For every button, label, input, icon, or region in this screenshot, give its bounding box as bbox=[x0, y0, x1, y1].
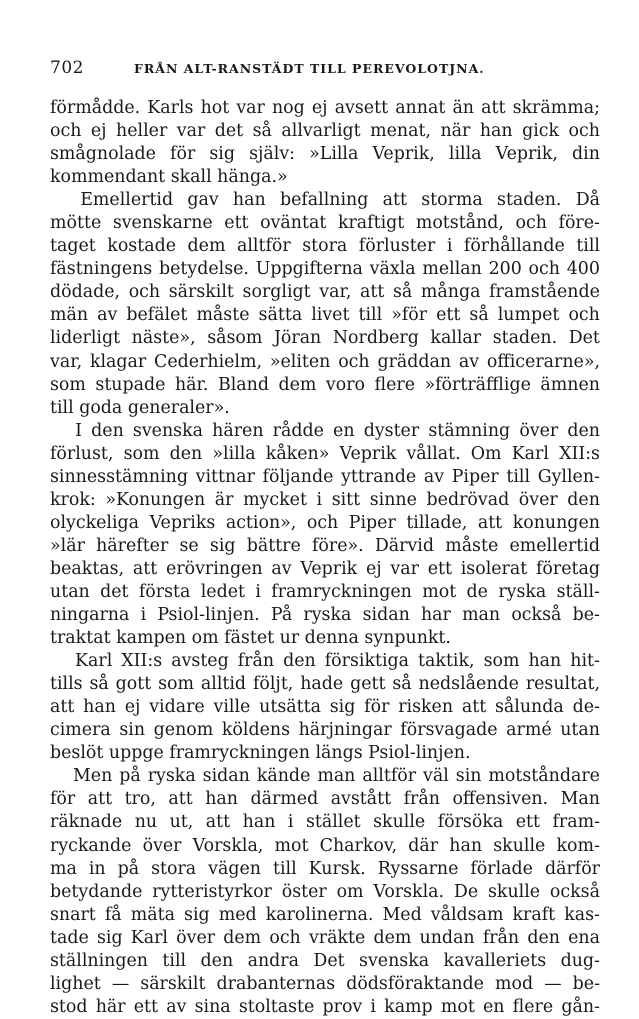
text-line: mötte svenskarne ett oväntat kraftigt motstånd, och före- bbox=[50, 213, 600, 234]
text-line: utan det första ledet i framryckningen mot de ryska ställ- bbox=[50, 581, 600, 602]
text-line: förmådde. Karls hot var nog ej avsett annat än att skrämma; bbox=[50, 98, 600, 118]
text-line: ryckande över Vorskla, mot Charkov, där han skulle kom- bbox=[50, 835, 600, 856]
text-line: krok: »Konungen är mycket i sitt sinne bedrövad över den bbox=[50, 489, 600, 510]
text-line: beslöt uppge framryckningen längs Psiol-linjen. bbox=[50, 743, 471, 764]
text-line: tills så gott som alltid följt, hade gett så nedslående resultat, bbox=[50, 674, 600, 695]
text-line: ma in på stora vägen till Kursk. Ryssarne förlade därför bbox=[50, 858, 600, 879]
text-line: lighet — särskilt drabanternas dödsföraktande mod — be- bbox=[50, 973, 600, 994]
text-line: Karl XII:s avsteg från den försiktiga taktik, som han hit- bbox=[75, 651, 600, 672]
page-header bbox=[50, 58, 610, 82]
text-line: för att tro, att han därmed avstått från offensiven. Man bbox=[50, 789, 600, 810]
text-line: Men på ryska sidan kände man alltför väl sin motståndare bbox=[72, 766, 600, 787]
text-line: »lär härefter se sig bättre före». Därvid måste emellertid bbox=[50, 535, 600, 556]
text-line: ställningen till den andra Det svenska kavalleriets dug- bbox=[50, 950, 600, 971]
text-line: och ej heller var det så allvarligt menat, när han gick och bbox=[50, 121, 600, 142]
text-line: stod här ett av sina stoltaste prov i kamp mot en flere gån- bbox=[50, 996, 600, 1017]
text-line: att han ej vidare ville utsätta sig för risken att sålunda de- bbox=[50, 697, 600, 718]
text-line: ningarna i Psiol-linjen. På ryska sidan har man också be- bbox=[50, 605, 600, 626]
text-line: snart få mäta sig med karolinerna. Med våldsam kraft kas- bbox=[50, 904, 600, 925]
text-line: till goda generaler». bbox=[50, 397, 230, 418]
text-line: cimera sin genom köldens härjningar försvagade armé utan bbox=[50, 720, 600, 741]
text-line: kommendant skall hänga.» bbox=[50, 167, 288, 188]
text-line: förlust, som den »lilla kåken» Veprik vållat. Om Karl XII:s bbox=[50, 443, 600, 464]
text-line: taget kostade dem alltför stora förluster i förhållande till bbox=[50, 236, 600, 257]
text-line: liderligt näste», såsom Jöran Nordberg kallar staden. Det bbox=[50, 328, 600, 349]
text-line: dödade, och särskilt sorgligt var, att så många framstående bbox=[50, 282, 600, 303]
text-line: Emellertid gav han befallning att storma staden. Då bbox=[80, 190, 600, 211]
text-line: I den svenska hären rådde en dyster stämning över den bbox=[75, 420, 600, 441]
text-line: män av befälet måste sätta livet till »för ett så lumpet och bbox=[50, 305, 600, 326]
text-line: sinnesstämning vittnar följande yttrande av Piper till Gyllen- bbox=[50, 466, 600, 487]
text-line: beaktas, att erövringen av Veprik ej var ett isolerat företag bbox=[50, 558, 600, 579]
text-line: olyckeliga Vepriks action», och Piper tillade, att konungen bbox=[50, 512, 600, 533]
text-line: traktat kampen om fästet ur denna synpunkt. bbox=[50, 628, 451, 649]
text-line: var, klagar Cederhielm, »eliten och gräddan av officerarne», bbox=[50, 351, 600, 372]
page-number: 702 bbox=[50, 58, 84, 78]
body-text bbox=[50, 97, 600, 1019]
text-line: som stupade här. Bland dem voro flere »förträfflige ämnen bbox=[50, 374, 600, 395]
text-line: betydande rytteristyrkor öster om Vorskla. De skulle också bbox=[50, 881, 600, 902]
text-line: smågnolade för sig själv: »Lilla Veprik, lilla Veprik, din bbox=[50, 144, 600, 165]
running-head: FRÅN ALT-RANSTÄDT TILL PEREVOLOTJNA. bbox=[134, 61, 485, 76]
text-line: fästningens betydelse. Uppgifterna växla mellan 200 och 400 bbox=[50, 259, 600, 280]
text-line: tade sig Karl över dem och vräkte dem undan från den ena bbox=[50, 927, 600, 948]
text-line: räknade nu ut, att han i stället skulle försöka ett fram- bbox=[50, 812, 600, 833]
